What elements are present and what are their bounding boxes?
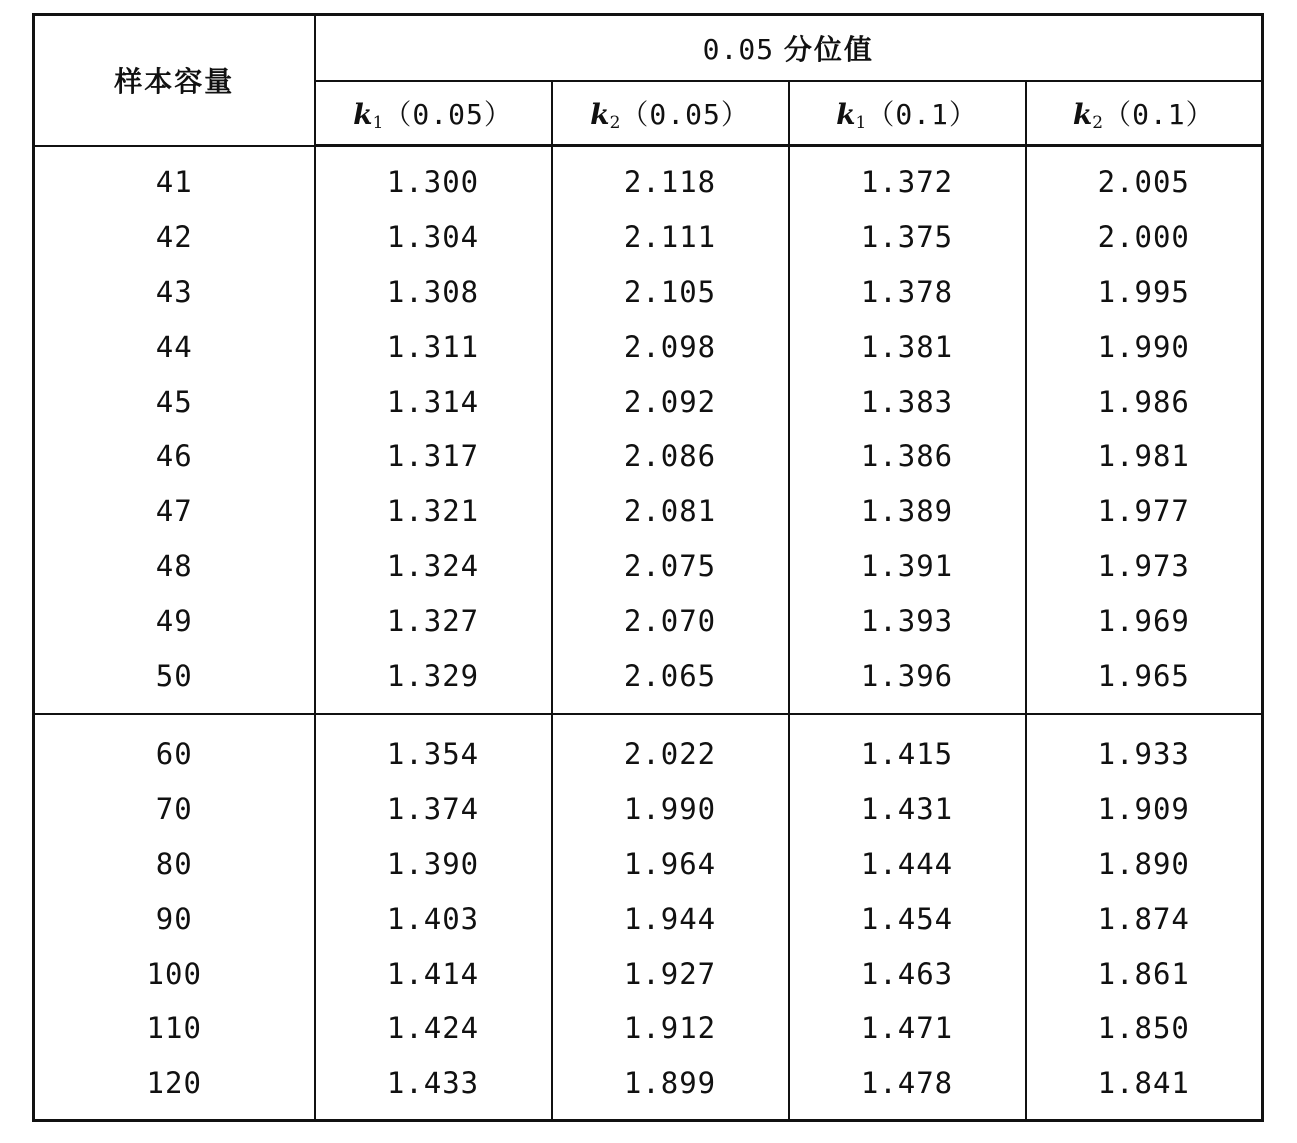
k2-01-cell: 1.909 bbox=[1026, 782, 1263, 837]
k2-005-cell: 1.990 bbox=[552, 782, 789, 837]
variable-name: k bbox=[353, 98, 373, 131]
k2-005-cell: 2.092 bbox=[552, 374, 789, 429]
sample-size-cell: 43 bbox=[34, 265, 315, 320]
k1-005-cell: 1.308 bbox=[315, 265, 552, 320]
k1-01-cell: 1.372 bbox=[789, 146, 1026, 210]
k1-005-cell: 1.321 bbox=[315, 484, 552, 539]
table-header bbox=[34, 15, 1263, 146]
sample-size-cell: 44 bbox=[34, 319, 315, 374]
k2-005-cell: 2.070 bbox=[552, 593, 789, 648]
k1-01-cell: 1.471 bbox=[789, 1001, 1026, 1056]
k2-01-cell: 1.986 bbox=[1026, 374, 1263, 429]
k1-01-cell: 1.444 bbox=[789, 837, 1026, 892]
quantile-group-header bbox=[315, 15, 1263, 82]
k2-005-cell: 2.065 bbox=[552, 648, 789, 714]
table-row bbox=[34, 146, 1263, 210]
variable-name: k bbox=[590, 98, 610, 131]
k1-005-cell: 1.311 bbox=[315, 319, 552, 374]
quantile-level: 0.05 bbox=[702, 33, 775, 66]
variable-subscript: 2 bbox=[1092, 113, 1104, 133]
k1-005-cell: 1.424 bbox=[315, 1001, 552, 1056]
k1-005-cell: 1.354 bbox=[315, 714, 552, 782]
k2-01-cell: 1.861 bbox=[1026, 946, 1263, 1001]
sample-size-cell: 41 bbox=[34, 146, 315, 210]
table-row bbox=[34, 714, 1263, 782]
sample-size-header: 样本容量 bbox=[34, 15, 315, 146]
k1-005-cell: 1.414 bbox=[315, 946, 552, 1001]
column-header-k1-01 bbox=[789, 81, 1026, 146]
k1-005-cell: 1.317 bbox=[315, 429, 552, 484]
k1-01-cell: 1.378 bbox=[789, 265, 1026, 320]
variable-name: k bbox=[836, 98, 856, 131]
k2-01-cell: 1.890 bbox=[1026, 837, 1263, 892]
k1-01-cell: 1.431 bbox=[789, 782, 1026, 837]
k1-01-cell: 1.454 bbox=[789, 891, 1026, 946]
column-header-k2-005 bbox=[552, 81, 789, 146]
k1-005-cell: 1.433 bbox=[315, 1056, 552, 1120]
k1-005-cell: 1.314 bbox=[315, 374, 552, 429]
k1-005-cell: 1.390 bbox=[315, 837, 552, 892]
k2-01-cell: 2.005 bbox=[1026, 146, 1263, 210]
k2-01-cell: 1.841 bbox=[1026, 1056, 1263, 1120]
sample-size-cell: 42 bbox=[34, 210, 315, 265]
column-header-k2-01 bbox=[1026, 81, 1263, 146]
quantile-label: 分位值 bbox=[783, 33, 874, 66]
k2-005-cell: 1.964 bbox=[552, 837, 789, 892]
k1-01-cell: 1.383 bbox=[789, 374, 1026, 429]
sample-size-cell: 120 bbox=[34, 1056, 315, 1120]
k1-01-cell: 1.396 bbox=[789, 648, 1026, 714]
k2-005-cell: 2.022 bbox=[552, 714, 789, 782]
sample-size-cell: 45 bbox=[34, 374, 315, 429]
k2-005-cell: 2.105 bbox=[552, 265, 789, 320]
k1-005-cell: 1.324 bbox=[315, 539, 552, 594]
k1-01-cell: 1.463 bbox=[789, 946, 1026, 1001]
table-row bbox=[34, 946, 1263, 1001]
k1-01-cell: 1.393 bbox=[789, 593, 1026, 648]
k2-005-cell: 2.086 bbox=[552, 429, 789, 484]
k1-01-cell: 1.375 bbox=[789, 210, 1026, 265]
k1-005-cell: 1.304 bbox=[315, 210, 552, 265]
sample-size-cell: 60 bbox=[34, 714, 315, 782]
variable-subscript: 1 bbox=[372, 113, 384, 133]
k1-01-cell: 1.381 bbox=[789, 319, 1026, 374]
k2-01-cell: 1.965 bbox=[1026, 648, 1263, 714]
k1-005-cell: 1.327 bbox=[315, 593, 552, 648]
table-row bbox=[34, 210, 1263, 265]
k1-005-cell: 1.403 bbox=[315, 891, 552, 946]
k1-01-cell: 1.415 bbox=[789, 714, 1026, 782]
k2-005-cell: 2.118 bbox=[552, 146, 789, 210]
quantile-table bbox=[32, 13, 1264, 1122]
sample-size-cell: 110 bbox=[34, 1001, 315, 1056]
table-row bbox=[34, 319, 1263, 374]
sample-size-cell: 100 bbox=[34, 946, 315, 1001]
table-row bbox=[34, 539, 1263, 594]
k2-005-cell: 1.912 bbox=[552, 1001, 789, 1056]
sample-size-cell: 46 bbox=[34, 429, 315, 484]
sample-size-cell: 48 bbox=[34, 539, 315, 594]
k2-01-cell: 1.933 bbox=[1026, 714, 1263, 782]
sample-size-cell: 50 bbox=[34, 648, 315, 714]
sample-size-cell: 49 bbox=[34, 593, 315, 648]
table-row bbox=[34, 648, 1263, 714]
k2-005-cell: 1.927 bbox=[552, 946, 789, 1001]
table-row bbox=[34, 593, 1263, 648]
k2-01-cell: 1.969 bbox=[1026, 593, 1263, 648]
variable-subscript: 2 bbox=[609, 113, 621, 133]
sample-size-cell: 70 bbox=[34, 782, 315, 837]
sample-size-cell: 90 bbox=[34, 891, 315, 946]
table-row bbox=[34, 891, 1263, 946]
table-row bbox=[34, 1001, 1263, 1056]
table-row bbox=[34, 484, 1263, 539]
k2-005-cell: 1.899 bbox=[552, 1056, 789, 1120]
sample-size-cell: 47 bbox=[34, 484, 315, 539]
k2-01-cell: 1.850 bbox=[1026, 1001, 1263, 1056]
sample-size-cell: 80 bbox=[34, 837, 315, 892]
column-parameter: （0.05） bbox=[383, 98, 513, 131]
k2-01-cell: 1.995 bbox=[1026, 265, 1263, 320]
k1-01-cell: 1.386 bbox=[789, 429, 1026, 484]
k2-01-cell: 1.977 bbox=[1026, 484, 1263, 539]
table-body bbox=[34, 146, 1263, 1121]
k1-005-cell: 1.374 bbox=[315, 782, 552, 837]
k1-01-cell: 1.391 bbox=[789, 539, 1026, 594]
k2-005-cell: 2.098 bbox=[552, 319, 789, 374]
k2-01-cell: 1.990 bbox=[1026, 319, 1263, 374]
k2-005-cell: 1.944 bbox=[552, 891, 789, 946]
k2-005-cell: 2.075 bbox=[552, 539, 789, 594]
column-header-k1-005 bbox=[315, 81, 552, 146]
k2-01-cell: 1.981 bbox=[1026, 429, 1263, 484]
column-parameter: （0.1） bbox=[866, 98, 978, 131]
table-row bbox=[34, 429, 1263, 484]
variable-name: k bbox=[1072, 98, 1093, 131]
column-parameter: （0.1） bbox=[1103, 98, 1215, 131]
table-row bbox=[34, 265, 1263, 320]
k2-01-cell: 1.973 bbox=[1026, 539, 1263, 594]
k2-01-cell: 2.000 bbox=[1026, 210, 1263, 265]
table-row bbox=[34, 1056, 1263, 1120]
variable-subscript: 1 bbox=[855, 113, 867, 133]
k2-005-cell: 2.111 bbox=[552, 210, 789, 265]
table-row bbox=[34, 374, 1263, 429]
k1-01-cell: 1.478 bbox=[789, 1056, 1026, 1120]
table-row bbox=[34, 837, 1263, 892]
k2-005-cell: 2.081 bbox=[552, 484, 789, 539]
column-parameter: （0.05） bbox=[620, 98, 750, 131]
k1-005-cell: 1.329 bbox=[315, 648, 552, 714]
table-row bbox=[34, 782, 1263, 837]
k2-01-cell: 1.874 bbox=[1026, 891, 1263, 946]
k1-005-cell: 1.300 bbox=[315, 146, 552, 210]
k1-01-cell: 1.389 bbox=[789, 484, 1026, 539]
